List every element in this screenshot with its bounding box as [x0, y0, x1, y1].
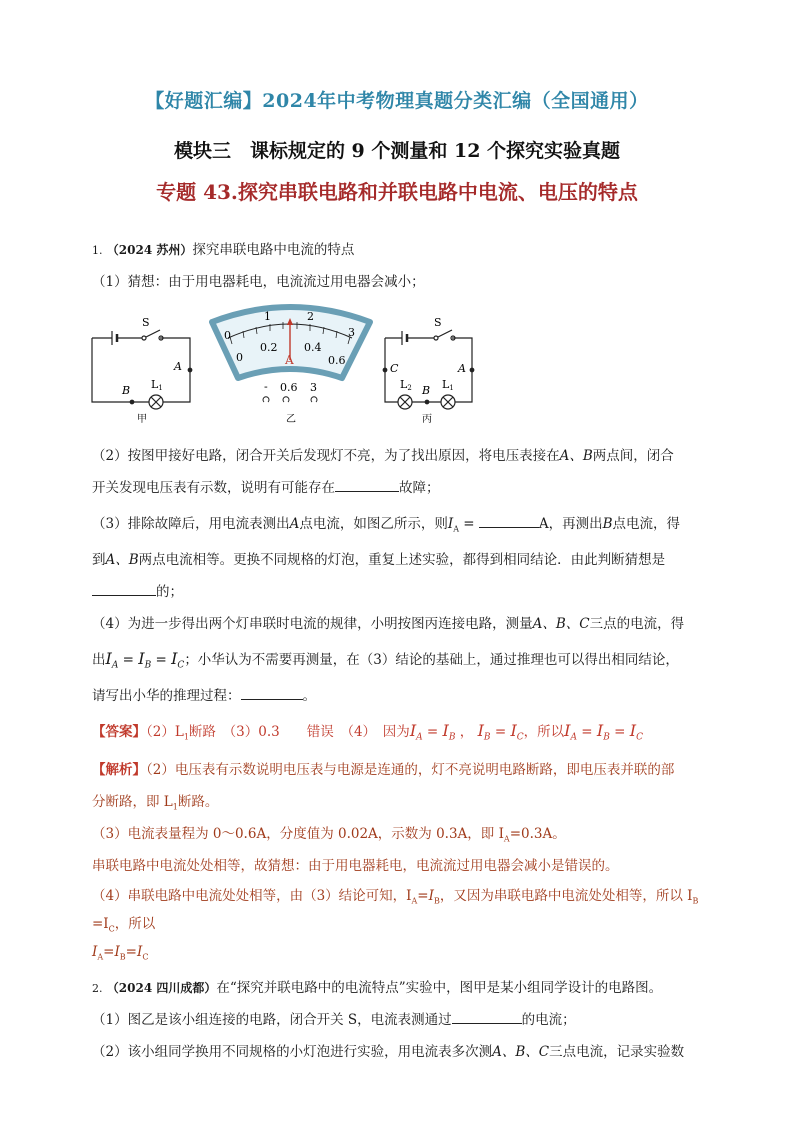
scale-bottom-1: 0.2	[260, 341, 278, 354]
terminal-minus: -	[264, 380, 268, 393]
jia-a-label: A	[174, 360, 182, 373]
topic-title: 专题 43.探究串联电路和并联电路中电流、电压的特点	[156, 180, 638, 204]
scale-bottom-0: 0	[236, 351, 243, 364]
answer-blank[interactable]	[479, 513, 539, 528]
q1-explain-1: 【解析】（2）电压表有示数说明电压表与电源是连通的，灯不亮说明电路断路，即电压表并联的部	[92, 762, 675, 778]
bing-b-label: B	[422, 384, 431, 397]
scale-top-3: 3	[348, 326, 355, 339]
terminal-3: 3	[310, 381, 317, 394]
answer-blank[interactable]	[92, 581, 156, 596]
q1-explain-3: （3）电流表量程为 0～0.6A，分度值为 0.02A，示数为 0.3A，即 $I_A=0.3A$。	[92, 826, 566, 844]
q1-part4-line3: 请写出小华的推理过程： 。	[92, 684, 316, 704]
terminal-06: 0.6	[280, 381, 298, 394]
scale-bottom-2: 0.4	[304, 341, 322, 354]
jia-b-label: B	[122, 384, 131, 397]
circuit-figure	[80, 298, 500, 425]
q1-explain-7: $I_A=I_B=I_C$	[92, 944, 149, 962]
jia-l1-label: L1	[151, 378, 163, 392]
q1-part1: （1）猜想：由于用电器耗电，电流流过用电器会减小；	[92, 274, 425, 290]
answer-blank[interactable]	[241, 685, 303, 700]
q1-stem: 探究串联电路中电流的特点	[192, 242, 355, 258]
q1-explain-4: 串联电路中电流处处相等，故猜想：由于用电器耗电，电流流过用电器会减小是错误的。	[92, 858, 619, 874]
scale-bottom-3: 0.6	[328, 354, 346, 367]
bing-c-label: C	[390, 362, 399, 375]
yi-caption: 乙	[286, 414, 296, 425]
document-title: 【好题汇编】2024年中考物理真题分类汇编（全国通用）	[145, 90, 649, 112]
q1-part4-line2: 出$I_A = I_B = I_C$；小华认为不需要再测量，在（3）结论的基础上，通过推理也可以得出相同结论，	[92, 649, 679, 671]
bing-caption: 丙	[422, 414, 432, 425]
q1-part3-line2: 到A、B两点电流相等。更换不同规格的灯泡，重复上述实验，都得到相同结论．由此判断猜想是	[92, 552, 666, 568]
q1-heading	[92, 238, 354, 258]
q2-heading: 2. （2024 四川成都）在“探究并联电路中的电流特点”实验中，图甲是某小组同学设计的电路图。	[92, 980, 663, 996]
bing-a-label: A	[458, 362, 466, 375]
bing-l2-label: L2	[400, 378, 412, 392]
q2-part2: （2）该小组同学换用不同规格的小灯泡进行实验，用电流表多次测A、B、C三点电流，记录实验数	[92, 1044, 685, 1060]
q1-part2-line1: （2）按图甲接好电路，闭合开关后发现灯不亮，为了找出原因，将电压表接在A、B两点间，闭合	[92, 448, 674, 464]
jia-caption: 甲	[137, 414, 147, 425]
scale-top-0: 0	[224, 329, 231, 342]
bing-s-label: S	[434, 316, 442, 329]
q1-explain-2: 分断路，即 $L_1$断路。	[92, 794, 219, 812]
jia-s-label: S	[142, 316, 150, 329]
q1-part4-line1: （4）为进一步得出两个灯串联时电流的规律，小明按图丙连接电路，测量A、B、C三点的电流，得	[92, 616, 685, 632]
q1-part2-line2: 开关发现电压表有示数，说明有可能存在 故障；	[92, 476, 440, 496]
answer-blank[interactable]	[452, 1009, 522, 1024]
ammeter-yi	[212, 307, 370, 378]
terminal-knobs	[263, 397, 317, 402]
q1-number: 1.	[92, 244, 103, 257]
bing-l1-label: L1	[442, 378, 454, 392]
ammeter-unit: A	[285, 353, 294, 367]
q1-source: （2024 苏州）	[106, 243, 193, 257]
scale-top-2: 2	[307, 310, 314, 323]
q1-answer: 【答案】$(2)L_1$断路 （3）0.3 错误 （4） 因为$I_A = I_B$ ， $I_B = I_C$，所以$I_A = I_B = I_C$	[92, 721, 643, 743]
scale-top-1: 1	[264, 310, 271, 323]
answer-blank[interactable]	[335, 477, 399, 492]
q2-part1: （1）图乙是该小组连接的电路，闭合开关 S，电流表测通过 的电流；	[92, 1008, 576, 1028]
q1-part3-line3: 的；	[92, 580, 183, 600]
module-title: 模块三 课标规定的 9 个测量和 12 个探究实验真题	[173, 140, 621, 162]
q1-part3-line1: （3）排除故障后，用电流表测出A点电流，如图乙所示，则$I_A = A$，再测出B点电流，得	[92, 512, 680, 534]
q1-explain-6: $=I_C$，所以	[92, 916, 156, 934]
q1-explain-5: （4）串联电路中电流处处相等，由（3）结论可知，$I_A=I_B$，又因为串联电路中电流处处相等，所以 $I_B$	[92, 888, 699, 906]
